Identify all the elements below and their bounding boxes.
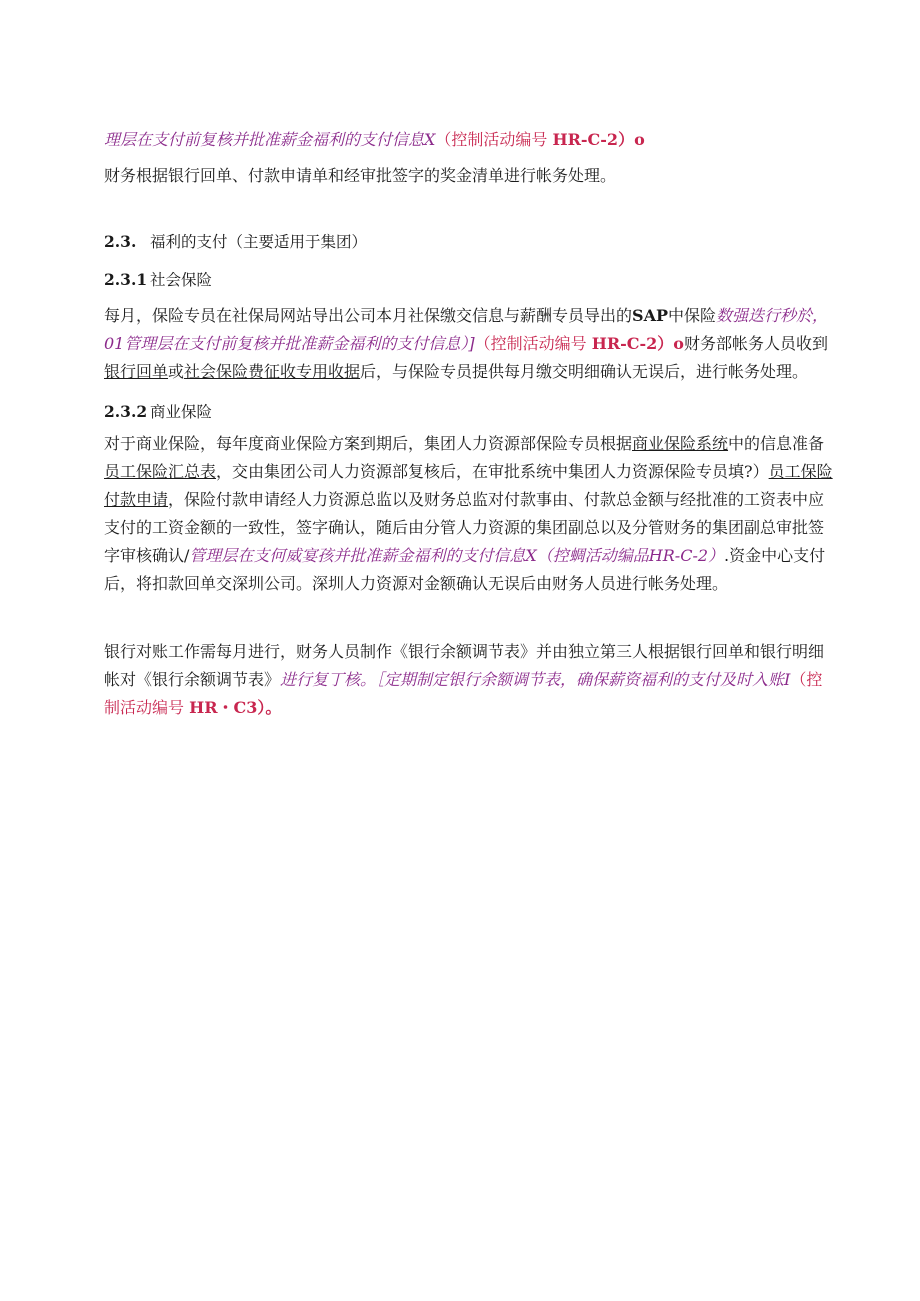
underlined-term: 银行回单 — [104, 362, 169, 381]
control-code: HR-C-2 — [591, 334, 658, 353]
sap-term: SAP — [632, 306, 669, 325]
paragraph-text: 财务部帐务人员收到 — [683, 334, 828, 353]
paragraph-text: .资金中心支付后，将扣款回单交深圳公司。深圳人力资源对金额确认无误后由财务人员进行帐务处理。 — [104, 546, 826, 593]
paragraph-text: ，交由集团公司人力资源部复核后，在审批系统中集团人力资源保险专员填?） — [216, 462, 769, 481]
paragraph-text: 银行对账工作需每月进行，财务人员制作《银行余额调节表》并由独立第三人根据银行回单和银行明细帐对《银行余额调节表》 — [104, 642, 825, 689]
section-number: 2.3. — [104, 232, 137, 251]
underlined-term: 员工保险汇总表 — [104, 462, 217, 481]
paragraph-text: 中的信息准备 — [728, 434, 825, 453]
control-code-paren: （控制活动编号 — [104, 670, 823, 717]
paragraph-text: 或 — [168, 362, 185, 381]
control-note-text: 管理层在支何威宴孩并批准薪金福利的支付信息X（控蜩活动编品HR-C-2） — [189, 546, 725, 565]
paragraph-text: 后，与保险专员提供每月缴交明细确认无误后，进行帐务处理。 — [360, 362, 809, 381]
section-heading-2-3-1 — [104, 268, 834, 292]
paragraph-text: 每月，保险专员在社保局网站导出公司本月社保缴交信息与薪酬专员导出的 — [104, 306, 633, 325]
bank-reconciliation-paragraph — [104, 638, 834, 722]
underlined-term: 员工保险付款申请 — [104, 462, 833, 509]
section-title: 福利的支付（主要适用于集团） — [150, 233, 368, 251]
control-note-text: ［定期制定银行余额调节表，确保薪资福利的支付及时入账I — [376, 670, 791, 689]
section-number: 2.3.1 — [104, 270, 148, 289]
document-page — [104, 126, 834, 722]
control-note-text: 理层在支付前复核并批准薪金福利的支付信息X — [104, 130, 436, 149]
section-heading-2-3-2 — [104, 400, 834, 424]
section-number: 2.3.2 — [104, 402, 148, 421]
review-text: 进行复丁核。 — [280, 670, 377, 689]
underlined-term: 社会保险费征收专用收据 — [184, 362, 361, 381]
paragraph-text: ，保险付款申请经人力资源总监以及财务总监对付款事由、付款总金额与经批准的工资表中应支付的工资金额的一致性，签字确认，随后由分管人力资源的集团副总以及分管财务的集团副总审批签字审核确认/ — [104, 490, 825, 565]
finance-processing-line: 财务根据银行回单、付款申请单和经审批签字的奖金清单进行帐务处理。 — [104, 166, 617, 185]
commercial-insurance-paragraph — [104, 430, 834, 598]
social-insurance-paragraph — [104, 302, 834, 386]
section-heading-2-3 — [104, 230, 834, 254]
paragraph-text: 中保险 — [668, 306, 717, 325]
control-code: HR・C3 — [189, 698, 258, 717]
control-code-close: ）。 — [257, 698, 282, 717]
section-title: 商业保险 — [150, 403, 213, 421]
control-code-close: ）o — [618, 130, 645, 149]
section-title: 社会保险 — [150, 271, 213, 289]
control-code: HR-C-2 — [552, 130, 619, 149]
paragraph-text: 对于商业保险，每年度商业保险方案到期后，集团人力资源部保险专员根据 — [104, 434, 633, 453]
underlined-term: 商业保险系统 — [632, 434, 729, 453]
control-code-paren: （控制活动编号 — [435, 130, 553, 149]
control-code-close: ）o — [657, 334, 684, 353]
control-note-line — [104, 126, 834, 154]
control-code-paren: （控制活动编号 — [474, 334, 592, 353]
control-note-text: 数强迭行秒於，01管理层在支付前复核并批准薪金福利的支付信息）] — [104, 306, 829, 353]
